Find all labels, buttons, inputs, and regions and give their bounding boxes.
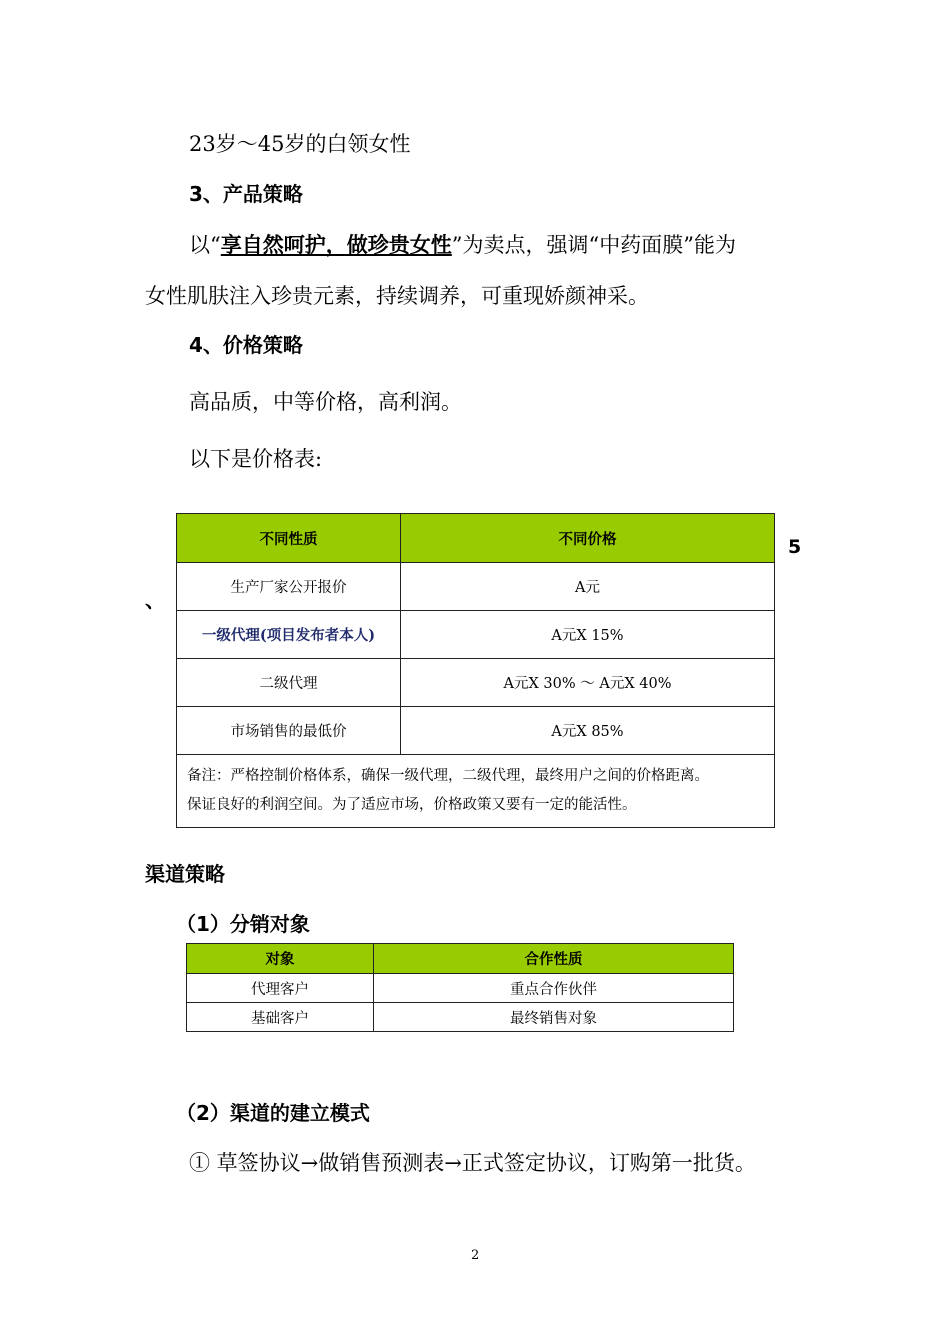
page-number: 2 bbox=[471, 1248, 480, 1263]
product-strategy-paragraph-line2: 女性肌肤注入珍贵元素，持续调养，可重现娇颜神采。 bbox=[145, 284, 649, 308]
dist-header-target: 对象 bbox=[187, 944, 374, 974]
section-number-mark: 、 bbox=[145, 588, 165, 612]
target-audience-line: 23岁～45岁的白领女性 bbox=[189, 132, 411, 156]
heading-price-strategy: 4、价格策略 bbox=[189, 333, 303, 357]
channel-step-1: ① 草签协议→做销售预测表→正式签定协议，订购第一批货。 bbox=[189, 1151, 756, 1175]
subheading-distribution-targets: （1）分销对象 bbox=[176, 912, 310, 936]
price-cell-price: A元 bbox=[401, 563, 775, 611]
quote-open: 以“ bbox=[189, 233, 221, 257]
price-cell-nature: 市场销售的最低价 bbox=[177, 707, 401, 755]
price-header-price: 不同价格 bbox=[401, 514, 775, 563]
price-cell-nature: 一级代理(项目发布者本人) bbox=[177, 611, 401, 659]
price-strategy-line: 高品质，中等价格，高利润。 bbox=[189, 390, 462, 414]
price-table-note-row bbox=[177, 755, 775, 828]
table-row bbox=[177, 611, 775, 659]
heading-product-strategy: 3、产品策略 bbox=[189, 182, 303, 206]
table-row bbox=[177, 707, 775, 755]
table-row bbox=[187, 974, 734, 1003]
table-row bbox=[177, 659, 775, 707]
price-cell-price: A元X 15% bbox=[401, 611, 775, 659]
price-cell-price: A元X 85% bbox=[401, 707, 775, 755]
heading-channel-strategy: 渠道策略 bbox=[145, 862, 225, 886]
note-line: 保证良好的利润空间。为了适应市场，价格政策又要有一定的能活性。 bbox=[187, 797, 637, 813]
selling-point-slogan: 享自然呵护，做珍贵女性 bbox=[220, 232, 452, 257]
dist-cell-target: 基础客户 bbox=[187, 1003, 374, 1032]
note-line: 备注：严格控制价格体系，确保一级代理，二级代理，最终用户之间的价格距离。 bbox=[187, 768, 709, 784]
price-cell-nature: 二级代理 bbox=[177, 659, 401, 707]
dist-header-nature: 合作性质 bbox=[374, 944, 734, 974]
dist-cell-nature: 最终销售对象 bbox=[374, 1003, 734, 1032]
price-table-intro: 以下是价格表: bbox=[189, 447, 323, 471]
distribution-table bbox=[186, 943, 734, 1032]
price-table-header-row bbox=[177, 514, 775, 563]
price-table bbox=[176, 513, 775, 828]
subheading-channel-model: （2）渠道的建立模式 bbox=[176, 1101, 370, 1125]
product-strategy-paragraph bbox=[189, 229, 736, 259]
quote-rest: ”为卖点，强调“中药面膜”能为 bbox=[451, 233, 736, 257]
dist-cell-nature: 重点合作伙伴 bbox=[374, 974, 734, 1003]
section-number-5: 5 bbox=[788, 536, 802, 558]
price-header-nature: 不同性质 bbox=[177, 514, 401, 563]
price-table-note bbox=[177, 755, 775, 828]
dist-cell-target: 代理客户 bbox=[187, 974, 374, 1003]
table-row bbox=[177, 563, 775, 611]
table-row bbox=[187, 1003, 734, 1032]
price-cell-price: A元X 30% ～ A元X 40% bbox=[401, 659, 775, 707]
dist-table-header-row bbox=[187, 944, 734, 974]
price-cell-nature: 生产厂家公开报价 bbox=[177, 563, 401, 611]
